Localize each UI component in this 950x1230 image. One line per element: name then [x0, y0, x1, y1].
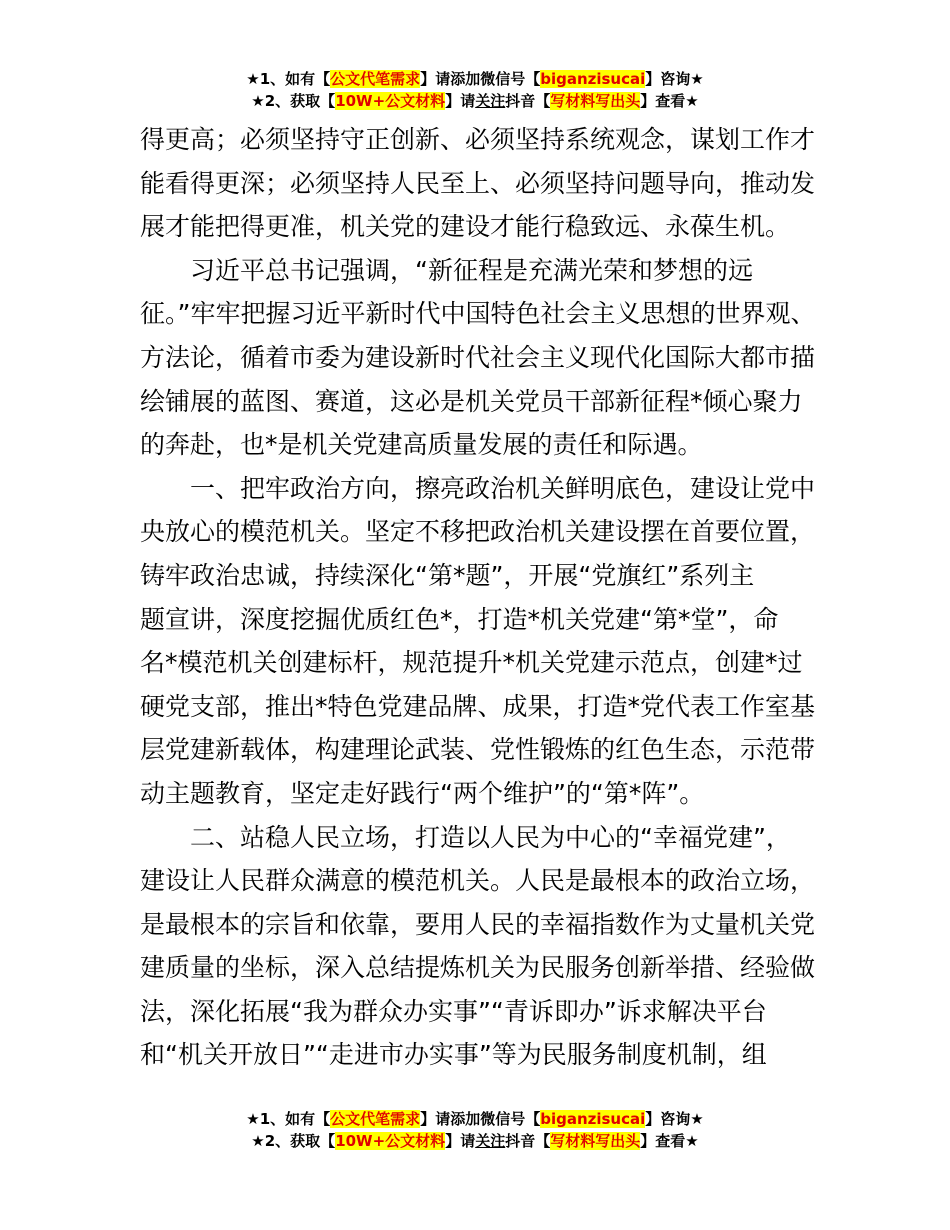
- text-line: 名*模范机关创建标杆，规范提升*机关党建示范点，创建*过: [140, 648, 803, 678]
- text-line: 建质量的坐标，深入总结提炼机关为民服务创新举措、经验做: [140, 953, 816, 983]
- promo-underlined: 关注: [475, 1132, 506, 1150]
- text-line: 得更高；必须坚持守正创新、必须坚持系统观念，谋划工作才: [140, 125, 816, 154]
- promo-line-1: [0, 68, 950, 90]
- promo-text: 】请: [445, 92, 476, 110]
- promo-underlined: 关注: [475, 92, 506, 110]
- promo-highlight: 公文代笔需求: [330, 70, 421, 88]
- text-line: 题宣讲，深度挖掘优质红色*，打造*机关党建“第*堂”，命: [140, 604, 779, 634]
- text-line: 和“机关开放日”“走进市办实事”等为民服务制度机制，组: [140, 1040, 767, 1070]
- text-line: 动主题教育，坚定走好践行“两个维护”的“第*阵”。: [140, 778, 705, 808]
- promo-text: 抖音【: [505, 92, 551, 110]
- promo-highlight: 10W+公文材料: [335, 92, 446, 110]
- douyin-id-highlight: 写材料写出头: [550, 92, 641, 110]
- promo-line-1: [0, 1108, 950, 1130]
- text-line: 能看得更深；必须坚持人民至上、必须坚持问题导向，推动发: [140, 168, 816, 198]
- promo-text: 】查看★: [640, 1132, 699, 1150]
- text-line: 建设让人民群众满意的模范机关。人民是最根本的政治立场，: [140, 866, 816, 896]
- document-body: [140, 118, 820, 1077]
- promo-text: 抖音【: [505, 1132, 551, 1150]
- promo-highlight: 公文代笔需求: [330, 1110, 421, 1128]
- promo-highlight: 10W+公文材料: [335, 1132, 446, 1150]
- paragraph: [140, 118, 820, 249]
- paragraph: [140, 816, 820, 1078]
- text-line: 方法论，循着市委为建设新时代社会主义现代化国际大都市描: [140, 342, 816, 372]
- promo-text: 】请添加微信号【: [420, 1110, 541, 1128]
- header-promo-banner: [0, 68, 950, 112]
- text-line: 展才能把得更准，机关党的建设才能行稳致远、永葆生机。: [140, 212, 791, 242]
- promo-text: ★1、如有【: [246, 1110, 331, 1128]
- wechat-id-highlight: biganzisucai: [540, 1110, 646, 1128]
- promo-text: 】请: [445, 1132, 476, 1150]
- text-line: 二、站稳人民立场，打造以人民为中心的“幸福党建”，: [190, 822, 791, 852]
- promo-text: 】咨询★: [645, 1110, 704, 1128]
- footer-promo-banner: [0, 1108, 950, 1152]
- text-line: 一、把牢政治方向，擦亮政治机关鲜明底色，建设让党中: [190, 473, 816, 503]
- text-line: 硬党支部，推出*特色党建品牌、成果，打造*党代表工作室基: [140, 691, 816, 721]
- paragraph: [140, 249, 820, 467]
- promo-text: 】请添加微信号【: [420, 70, 541, 88]
- promo-text: ★2、获取【: [251, 1132, 336, 1150]
- promo-text: 】咨询★: [645, 70, 704, 88]
- promo-line-2: [0, 1130, 950, 1152]
- wechat-id-highlight: biganzisucai: [540, 70, 646, 88]
- douyin-id-highlight: 写材料写出头: [550, 1132, 641, 1150]
- promo-text: ★1、如有【: [246, 70, 331, 88]
- text-line: 层党建新载体，构建理论武装、党性锻炼的红色生态，示范带: [140, 735, 816, 765]
- paragraph: [140, 467, 820, 816]
- promo-line-2: [0, 90, 950, 112]
- text-line: 习近平总书记强调，“新征程是充满光荣和梦想的远: [190, 255, 753, 285]
- text-line: 是最根本的宗旨和依靠，要用人民的幸福指数作为丈量机关党: [140, 909, 816, 939]
- promo-text: 】查看★: [640, 92, 699, 110]
- text-line: 绘铺展的蓝图、赛道，这必是机关党员干部新征程*倾心聚力: [140, 386, 803, 416]
- text-line: 铸牢政治忠诚，持续深化“第*题”，开展“党旗红”系列主: [140, 560, 755, 590]
- promo-text: ★2、获取【: [251, 92, 336, 110]
- text-line: 法，深化拓展“我为群众办实事”“青诉即办”诉求解决平台: [140, 996, 767, 1026]
- text-line: 的奔赴，也*是机关党建高质量发展的责任和际遇。: [140, 430, 703, 460]
- text-line: 央放心的模范机关。坚定不移把政治机关建设摆在首要位置，: [140, 517, 816, 547]
- text-line: 征。”牢牢把握习近平新时代中国特色社会主义思想的世界观、: [140, 299, 816, 329]
